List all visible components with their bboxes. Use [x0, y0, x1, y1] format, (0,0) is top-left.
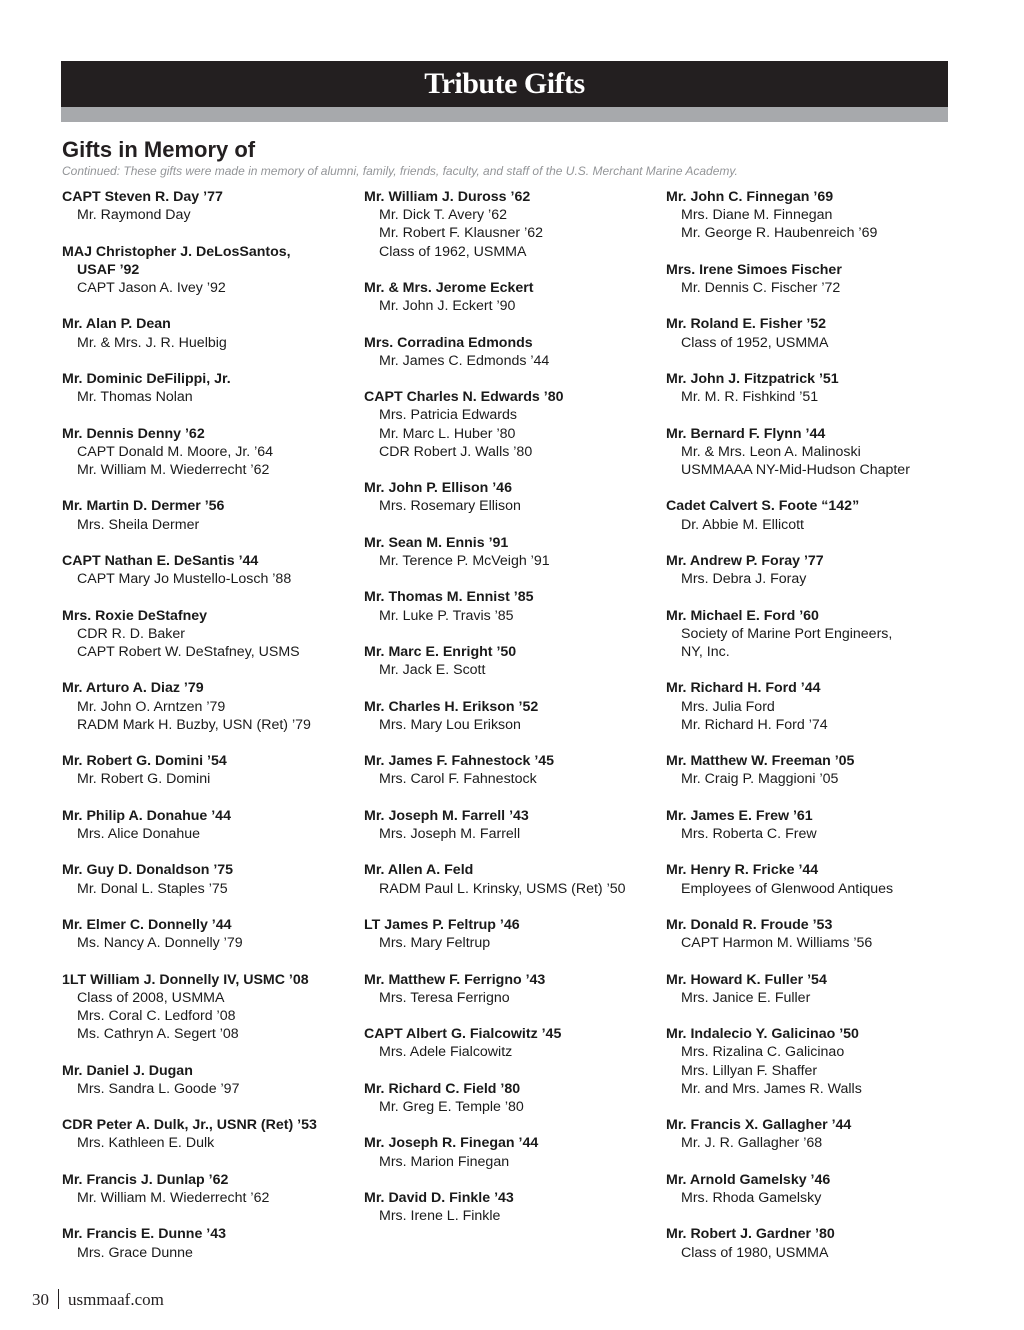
honoree-line: Mr. John J. Fitzpatrick ’51: [666, 370, 839, 387]
tribute-entry: [666, 971, 966, 1007]
banner-title: Tribute Gifts: [424, 67, 585, 100]
honoree-name: [62, 752, 362, 770]
honoree-line: Mr. Daniel J. Dugan: [62, 1062, 193, 1079]
honoree-name: [62, 425, 362, 443]
donor-name: Mrs. Rizalina C. Galicinao: [681, 1044, 845, 1061]
honoree-line: Mr. Sean M. Ennis ’91: [364, 534, 509, 551]
tribute-entry: [364, 1080, 664, 1116]
banner-accent-strip: [61, 107, 948, 122]
honoree-line: Mr. Francis E. Dunne ’43: [62, 1226, 226, 1243]
donor-name: Mrs. Diane M. Finnegan: [681, 207, 833, 224]
tribute-entry: [364, 752, 664, 788]
tribute-entry: [364, 479, 664, 515]
tribute-entry: [666, 752, 966, 788]
honoree-name: [364, 534, 664, 552]
tribute-entry: [364, 1134, 664, 1170]
honoree-name: [364, 188, 664, 206]
honoree-name: [62, 1062, 362, 1080]
tribute-entry: [364, 279, 664, 315]
donor-name: Mrs. Grace Dunne: [77, 1244, 193, 1261]
honoree-line: Mr. Marc E. Enright ’50: [364, 643, 517, 660]
honoree-name: [364, 388, 664, 406]
honoree-name: [666, 552, 966, 570]
donor-name: Mr. Thomas Nolan: [77, 389, 193, 406]
tribute-entry: [364, 971, 664, 1007]
honoree-line: Mr. Dennis Denny ’62: [62, 425, 205, 442]
donor-name: Mrs. Marion Finegan: [379, 1153, 510, 1170]
tribute-entry: [666, 552, 966, 588]
donor-name: Mr. Jack E. Scott: [379, 662, 486, 679]
donor-name: Mr. & Mrs. J. R. Huelbig: [77, 334, 227, 351]
tribute-entry: [666, 1116, 966, 1152]
honoree-line: Mr. Robert J. Gardner ’80: [666, 1226, 835, 1243]
tribute-entry: [62, 497, 362, 533]
tribute-entry: [666, 425, 966, 480]
donor-name: Mr. William M. Wiederrecht ’62: [77, 461, 270, 478]
tribute-entry: [62, 607, 362, 662]
honoree-name: [364, 807, 664, 825]
honoree-line: Mr. & Mrs. Jerome Eckert: [364, 280, 534, 296]
donor-name: Mrs. Lillyan F. Shaffer: [681, 1062, 818, 1079]
honoree-line: Mrs. Corradina Edmonds: [364, 334, 533, 351]
donor-name: Mrs. Mary Lou Erikson: [379, 716, 521, 733]
donor-name: Mr. M. R. Fishkind ’51: [681, 389, 819, 406]
tribute-entry: [364, 1025, 664, 1061]
tribute-entry: [364, 807, 664, 843]
honoree-line: Mr. Henry R. Fricke ’44: [666, 862, 819, 879]
honoree-line: Mr. Arnold Gamelsky ’46: [666, 1171, 831, 1188]
honoree-name: [666, 370, 966, 388]
tribute-column-1: [62, 188, 362, 1280]
honoree-name: [364, 479, 664, 497]
donor-name: Mr. and Mrs. James R. Walls: [681, 1080, 862, 1097]
honoree-name: [364, 279, 664, 297]
donor-name: CAPT Mary Jo Mustello-Losch ’88: [77, 571, 292, 588]
donor-name: Mr. Craig P. Maggioni ’05: [681, 771, 839, 788]
honoree-name: [62, 552, 362, 570]
honoree-name: [62, 861, 362, 879]
tribute-entry: [62, 679, 362, 734]
tribute-entry: [666, 607, 966, 662]
donor-name: CAPT Jason A. Ivey ’92: [77, 280, 226, 296]
honoree-line: Mr. Donald R. Froude ’53: [666, 916, 833, 933]
donor-name: Class of 1980, USMMA: [681, 1244, 829, 1261]
donor-name: Mrs. Roberta C. Frew: [681, 825, 817, 842]
tribute-entry: [62, 752, 362, 788]
tribute-entry: [62, 188, 362, 224]
honoree-name: [666, 497, 966, 515]
donor-name: Ms. Nancy A. Donnelly ’79: [77, 935, 243, 952]
tribute-entry: [62, 916, 362, 952]
donor-name: NY, Inc.: [681, 643, 730, 660]
donor-name: Mrs. Mary Feltrup: [379, 935, 491, 952]
honoree-name: [62, 315, 362, 333]
donor-name: CAPT Harmon M. Williams ’56: [681, 935, 873, 952]
honoree-name: [666, 425, 966, 443]
donor-name: Mrs. Kathleen E. Dulk: [77, 1135, 215, 1152]
honoree-line: MAJ Christopher J. DeLosSantos,: [62, 243, 291, 260]
donor-name: Class of 1962, USMMA: [379, 243, 527, 260]
honoree-line: Mr. Robert G. Domini ’54: [62, 753, 227, 770]
honoree-name: [62, 1116, 362, 1134]
tribute-entry: [62, 315, 362, 351]
honoree-line: CDR Peter A. Dulk, Jr., USNR (Ret) ’53: [62, 1117, 317, 1134]
tribute-entry: [62, 552, 362, 588]
tribute-column-3: [666, 188, 966, 1280]
honoree-line: Mr. Bernard F. Flynn ’44: [666, 425, 826, 442]
tribute-entry: [666, 315, 966, 351]
honoree-line: Mr. David D. Finkle ’43: [364, 1189, 514, 1206]
honoree-line: Mr. Arturo A. Diaz ’79: [62, 680, 204, 697]
donor-name: Mr. & Mrs. Leon A. Malinoski: [681, 443, 861, 460]
donor-name: Ms. Cathryn A. Segert ’08: [77, 1026, 239, 1043]
honoree-line: Mr. Francis X. Gallagher ’44: [666, 1117, 852, 1134]
honoree-line: USAF ’92: [77, 261, 140, 278]
honoree-name: [666, 261, 966, 279]
donor-name: CDR Robert J. Walls ’80: [379, 443, 533, 460]
honoree-line: LT James P. Feltrup ’46: [364, 916, 520, 933]
section-title: Gifts in Memory of: [62, 137, 256, 162]
honoree-line: Mr. James E. Frew ’61: [666, 807, 813, 824]
tribute-entry: [364, 916, 664, 952]
donor-name: Mrs. Coral C. Ledford ’08: [77, 1007, 236, 1024]
donor-name: Mrs. Sheila Dermer: [77, 516, 200, 533]
donor-name: Mr. John O. Arntzen ’79: [77, 698, 226, 715]
tribute-column-2: [364, 188, 664, 1244]
donor-name: Mr. Richard H. Ford ’74: [681, 716, 828, 733]
donor-name: Mr. Donal L. Staples ’75: [77, 880, 228, 897]
honoree-name: [62, 497, 362, 515]
honoree-line: Mr. Francis J. Dunlap ’62: [62, 1171, 229, 1188]
honoree-name: [62, 1225, 362, 1243]
donor-name: CDR R. D. Baker: [77, 625, 185, 642]
donor-name: Mr. J. R. Gallagher ’68: [681, 1135, 823, 1152]
donor-name: Mr. Dick T. Avery ’62: [379, 207, 507, 224]
donor-name: Mrs. Adele Fialcowitz: [379, 1044, 513, 1061]
honoree-name: [62, 679, 362, 697]
honoree-name: [364, 752, 664, 770]
tribute-entry: [364, 388, 664, 461]
page-footer: [32, 1289, 164, 1310]
tribute-entry: [364, 188, 664, 261]
honoree-line: Mr. Richard C. Field ’80: [364, 1080, 521, 1097]
honoree-name: [666, 861, 966, 879]
honoree-line: CAPT Albert G. Fialcowitz ’45: [364, 1026, 562, 1043]
tribute-entry: [666, 861, 966, 897]
tribute-entry: [62, 1171, 362, 1207]
honoree-name: [62, 607, 362, 625]
donor-name: Mr. Raymond Day: [77, 207, 191, 224]
donor-name: Mr. Robert G. Domini: [77, 771, 211, 788]
honoree-name: [62, 370, 362, 388]
honoree-line: Mrs. Roxie DeStafney: [62, 607, 208, 624]
honoree-name: [62, 243, 362, 279]
tribute-entry: [666, 370, 966, 406]
honoree-line: Mr. Elmer C. Donnelly ’44: [62, 916, 232, 933]
honoree-name: [666, 752, 966, 770]
honoree-name: [62, 916, 362, 934]
honoree-line: Cadet Calvert S. Foote “142”: [666, 498, 860, 515]
tribute-entry: [364, 643, 664, 679]
donor-name: Mrs. Debra J. Foray: [681, 571, 807, 588]
honoree-line: Mr. Charles H. Erikson ’52: [364, 698, 539, 715]
tribute-entry: [666, 679, 966, 734]
tribute-entry: [666, 807, 966, 843]
donor-name: Mr. John J. Eckert ’90: [379, 298, 516, 315]
donor-name: Mrs. Teresa Ferrigno: [379, 989, 510, 1006]
honoree-line: Mr. John P. Ellison ’46: [364, 480, 512, 497]
honoree-line: Mr. Guy D. Donaldson ’75: [62, 862, 234, 879]
donor-name: Mr. William M. Wiederrecht ’62: [77, 1189, 270, 1206]
honoree-line: Mr. Matthew F. Ferrigno ’43: [364, 971, 546, 988]
honoree-line: CAPT Nathan E. DeSantis ’44: [62, 552, 259, 569]
tribute-entry: [666, 261, 966, 297]
honoree-name: [666, 1225, 966, 1243]
tribute-entry: [666, 916, 966, 952]
honoree-line: Mr. Thomas M. Ennist ’85: [364, 589, 534, 606]
honoree-line: Mr. Philip A. Donahue ’44: [62, 807, 231, 824]
tribute-entry: [364, 861, 664, 897]
honoree-line: Mr. Indalecio Y. Galicinao ’50: [666, 1026, 859, 1043]
donor-name: Mrs. Rhoda Gamelsky: [681, 1189, 822, 1206]
tribute-entry: [62, 971, 362, 1044]
honoree-line: Mr. Matthew W. Freeman ’05: [666, 753, 855, 770]
honoree-name: [364, 1025, 664, 1043]
honoree-name: [62, 807, 362, 825]
honoree-name: [364, 971, 664, 989]
honoree-name: [364, 1134, 664, 1152]
donor-name: Mrs. Irene L. Finkle: [379, 1208, 501, 1225]
donor-name: Mr. Luke P. Travis ’85: [379, 607, 514, 624]
honoree-line: CAPT Charles N. Edwards ’80: [364, 389, 564, 406]
donor-name: Mr. Greg E. Temple ’80: [379, 1098, 524, 1115]
section-subtitle: Continued: These gifts were made in memory of alumni, family, friends, faculty, and staff of the U.S. Merchant Marine Academy.: [62, 164, 738, 178]
tribute-entry: [62, 1062, 362, 1098]
donor-name: Employees of Glenwood Antiques: [681, 880, 894, 897]
tribute-entry: [364, 1189, 664, 1225]
tribute-entry: [62, 425, 362, 480]
tribute-entry: [62, 861, 362, 897]
honoree-line: Mr. James F. Fahnestock ’45: [364, 753, 555, 770]
donor-name: Mr. Terence P. McVeigh ’91: [379, 552, 550, 569]
donor-name: RADM Paul L. Krinsky, USMS (Ret) ’50: [379, 880, 626, 897]
honoree-line: Mr. Martin D. Dermer ’56: [62, 498, 225, 515]
honoree-line: Mr. Alan P. Dean: [62, 316, 171, 333]
tribute-entry: [666, 1025, 966, 1098]
donor-name: Dr. Abbie M. Ellicott: [681, 516, 805, 533]
honoree-name: [62, 1171, 362, 1189]
honoree-name: [666, 807, 966, 825]
tribute-entry: [666, 1225, 966, 1261]
honoree-name: [666, 1025, 966, 1043]
page-number: 30: [32, 1290, 49, 1309]
honoree-line: Mr. John C. Finnegan ’69: [666, 189, 834, 205]
tribute-entry: [666, 497, 966, 533]
honoree-line: Mr. Roland E. Fisher ’52: [666, 316, 827, 333]
honoree-line: Mr. Allen A. Feld: [364, 862, 474, 879]
donor-name: RADM Mark H. Buzby, USN (Ret) ’79: [77, 716, 311, 733]
honoree-name: [62, 971, 362, 989]
donor-name: Mrs. Janice E. Fuller: [681, 989, 811, 1006]
honoree-name: [364, 334, 664, 352]
footer-divider: [58, 1289, 59, 1309]
tribute-entry: [364, 698, 664, 734]
honoree-line: Mr. Joseph M. Farrell ’43: [364, 807, 529, 824]
donor-name: Class of 2008, USMMA: [77, 989, 225, 1006]
honoree-name: [666, 971, 966, 989]
tribute-entry: [364, 588, 664, 624]
honoree-line: Mr. William J. Duross ’62: [364, 189, 531, 205]
donor-name: Mrs. Joseph M. Farrell: [379, 825, 521, 842]
honoree-name: [666, 1171, 966, 1189]
honoree-line: Mr. Richard H. Ford ’44: [666, 680, 821, 697]
tribute-entry: [364, 334, 664, 370]
donor-name: Mr. James C. Edmonds ’44: [379, 352, 550, 369]
honoree-line: Mr. Andrew P. Foray ’77: [666, 552, 824, 569]
donor-name: Society of Marine Port Engineers,: [681, 625, 893, 642]
tribute-entry: [364, 534, 664, 570]
honoree-name: [666, 607, 966, 625]
donor-name: Mrs. Alice Donahue: [77, 825, 201, 842]
honoree-name: [62, 188, 362, 206]
honoree-name: [364, 916, 664, 934]
honoree-name: [364, 1080, 664, 1098]
honoree-line: Mr. Dominic DeFilippi, Jr.: [62, 370, 231, 387]
tribute-entry: [62, 1225, 362, 1261]
honoree-name: [666, 1116, 966, 1134]
donor-name: Mr. Dennis C. Fischer ’72: [681, 280, 841, 296]
tribute-entry: [62, 243, 362, 298]
honoree-line: CAPT Steven R. Day ’77: [62, 189, 223, 205]
honoree-line: Mr. Howard K. Fuller ’54: [666, 971, 827, 988]
tribute-entry: [62, 370, 362, 406]
footer-site: usmmaaf.com: [68, 1290, 164, 1309]
tribute-entry: [62, 1116, 362, 1152]
honoree-name: [364, 698, 664, 716]
tribute-entry: [62, 807, 362, 843]
donor-name: Mrs. Patricia Edwards: [379, 407, 517, 424]
donor-name: Mrs. Sandra L. Goode ’97: [77, 1080, 240, 1097]
donor-name: Mr. Robert F. Klausner ’62: [379, 225, 544, 242]
honoree-line: Mr. Michael E. Ford ’60: [666, 607, 819, 624]
donor-name: Mr. George R. Haubenreich ’69: [681, 225, 878, 242]
donor-name: Mrs. Carol F. Fahnestock: [379, 771, 537, 788]
honoree-name: [364, 1189, 664, 1207]
page-banner: [61, 61, 948, 107]
honoree-name: [666, 315, 966, 333]
honoree-line: Mr. Joseph R. Finegan ’44: [364, 1135, 539, 1152]
donor-name: Class of 1952, USMMA: [681, 334, 829, 351]
tribute-entry: [666, 1171, 966, 1207]
honoree-line: Mrs. Irene Simoes Fischer: [666, 261, 842, 278]
donor-name: Mr. Marc L. Huber ’80: [379, 425, 516, 442]
donor-name: Mrs. Julia Ford: [681, 698, 775, 715]
tribute-entry: [666, 188, 966, 243]
donor-name: USMMAAA NY-Mid-Hudson Chapter: [681, 461, 910, 478]
honoree-name: [666, 916, 966, 934]
donor-name: Mrs. Rosemary Ellison: [379, 498, 521, 515]
donor-name: CAPT Donald M. Moore, Jr. ’64: [77, 443, 274, 460]
honoree-name: [364, 588, 664, 606]
donor-name: CAPT Robert W. DeStafney, USMS: [77, 643, 300, 660]
honoree-name: [364, 643, 664, 661]
honoree-name: [666, 679, 966, 697]
honoree-name: [364, 861, 664, 879]
honoree-line: 1LT William J. Donnelly IV, USMC ’08: [62, 971, 309, 988]
honoree-name: [666, 188, 966, 206]
